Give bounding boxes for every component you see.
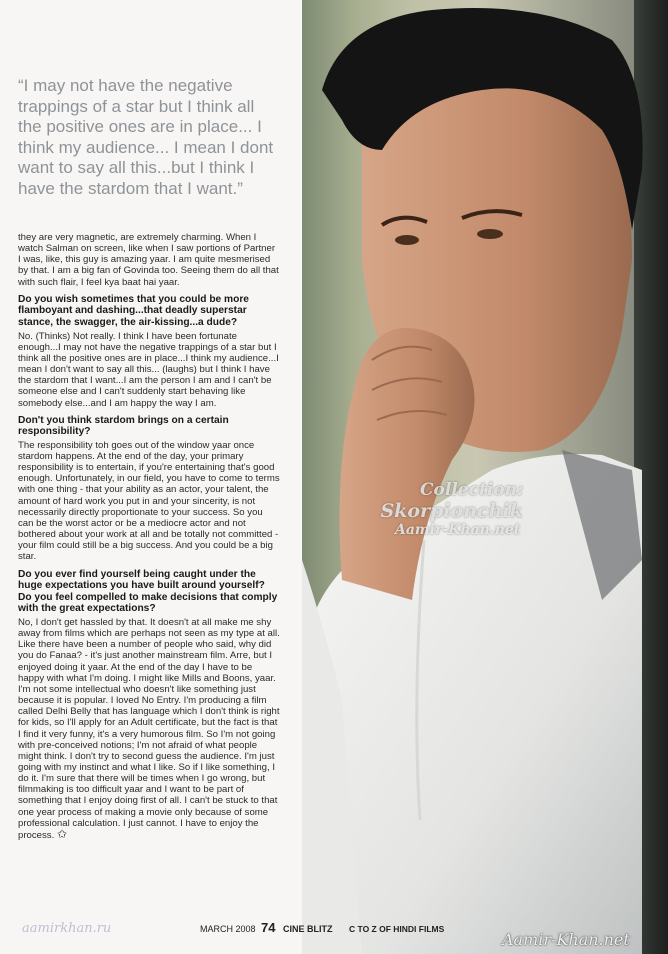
portrait-illustration [302, 0, 668, 954]
question-3: Do you ever find yourself being caught under the huge expectations you have built around yourself? Do you feel compelled to make decisions that comply with the great expectations? [18, 568, 278, 615]
collection-watermark [380, 480, 524, 538]
page-number: 74 [261, 920, 276, 935]
left-eye [395, 235, 419, 245]
answer-3 [18, 617, 280, 841]
collection-watermark-line1: Collection: [420, 480, 524, 500]
question-1: Do you wish sometimes that you could be more flamboyant and dashing...that deadly superstar stance, the swagger, the air-kissing...a dude? [18, 293, 249, 328]
answer-3-text: No, I don't get hassled by that. It doesn't at all make me shy away from films which are perhaps not seen as my type at all. Like there have been a number of people who said, why did you do Fanaa? - it's just another mainstream film. Arre, but I enjoyed doing it yaar. At the end of the day I have to be happy with what I'm doing. I might like Mills and Boons, yaar. I'm not some intellectual who doesn't like something just because it is popular. I loved No Entry. I'm producing a film called Delhi Belly that has language which I don't think is right for kids, so I'll apply for an Adult certificate, but the fact is that I find it very funny, it's a very humorous film. So I'm not going with pre-conceived notions; I'm not afraid of what people might think. I don't try to second guess the audience. I'm just going with my instinct and what I like. So if I like something, I do it. I'm sure that there will be times when I go wrong, but filmmaking is too difficult yaar and I want to be part of something that I enjoy doing first of all. I can't be stuck to that one year process of making a movie only because of some professional calculation. I just cannot. I have to enjoy the process. [18, 616, 280, 841]
collection-watermark-line3: Aamir-Khan.net [394, 522, 521, 538]
page-footer [200, 920, 444, 935]
pull-quote: “I may not have the negative trappings of a star but I think all the positive ones are in place... I think my audience... I mean I dont want to say all this...but I think I have the stardom that I want.” [18, 76, 274, 198]
answer-2: The responsibility toh goes out of the window yaar once stardom happens. At the end of the day, your primary responsibility is to entertain, if you're entertaining that's good enough. Unfortunately, in our field, you have to come to terms with one thing - that your ability as an actor, your talent, the amount of hard work you put in and your sincerity, is not necessarily directly proportionate to your success. So you can be the worst actor or be a mediocre actor and not bothered about your work at all and be totally not committed - your film could still be a big success. And you could be a big star. [18, 439, 280, 563]
portrait-photo [302, 0, 668, 954]
article-body [18, 232, 280, 847]
question-2: Don't you think stardom brings on a certain responsibility? [18, 414, 229, 438]
text-column [0, 0, 302, 954]
site-watermark-left: aamirkhan.ru [22, 921, 112, 936]
section-title: C TO Z OF HINDI FILMS [349, 924, 445, 934]
magazine-name: CINE BLITZ [283, 924, 333, 934]
site-watermark-right: Aamir-Khan.net [502, 930, 630, 949]
collection-watermark-line2: Skorpionchik [380, 500, 523, 522]
footer-date: MARCH 2008 [200, 924, 256, 934]
answer-1: No. (Thinks) Not really. I think I have been fortunate enough...I may not have the negative trappings of a star but I think all the positive ones are in place...I think my audience...I mean I don't want to say all this... (laughs) but I think I have the stardom that I want...I am the person I am and I can't be someone else and I can't suddenly start behaving like somebody else...and I am happy the way I am. [18, 330, 279, 409]
end-star-icon: ✩ [56, 826, 67, 841]
article-intro: they are very magnetic, are extremely charming. When I watch Salman on screen, like when I saw portions of Partner I was, like, this guy is amazing yaar. I am quite mesmerised by that. I am a big fan of Govinda too. Seeing them do all that with such flair, I feel kya baat hai yaar. [18, 232, 279, 288]
right-eye [477, 229, 503, 239]
